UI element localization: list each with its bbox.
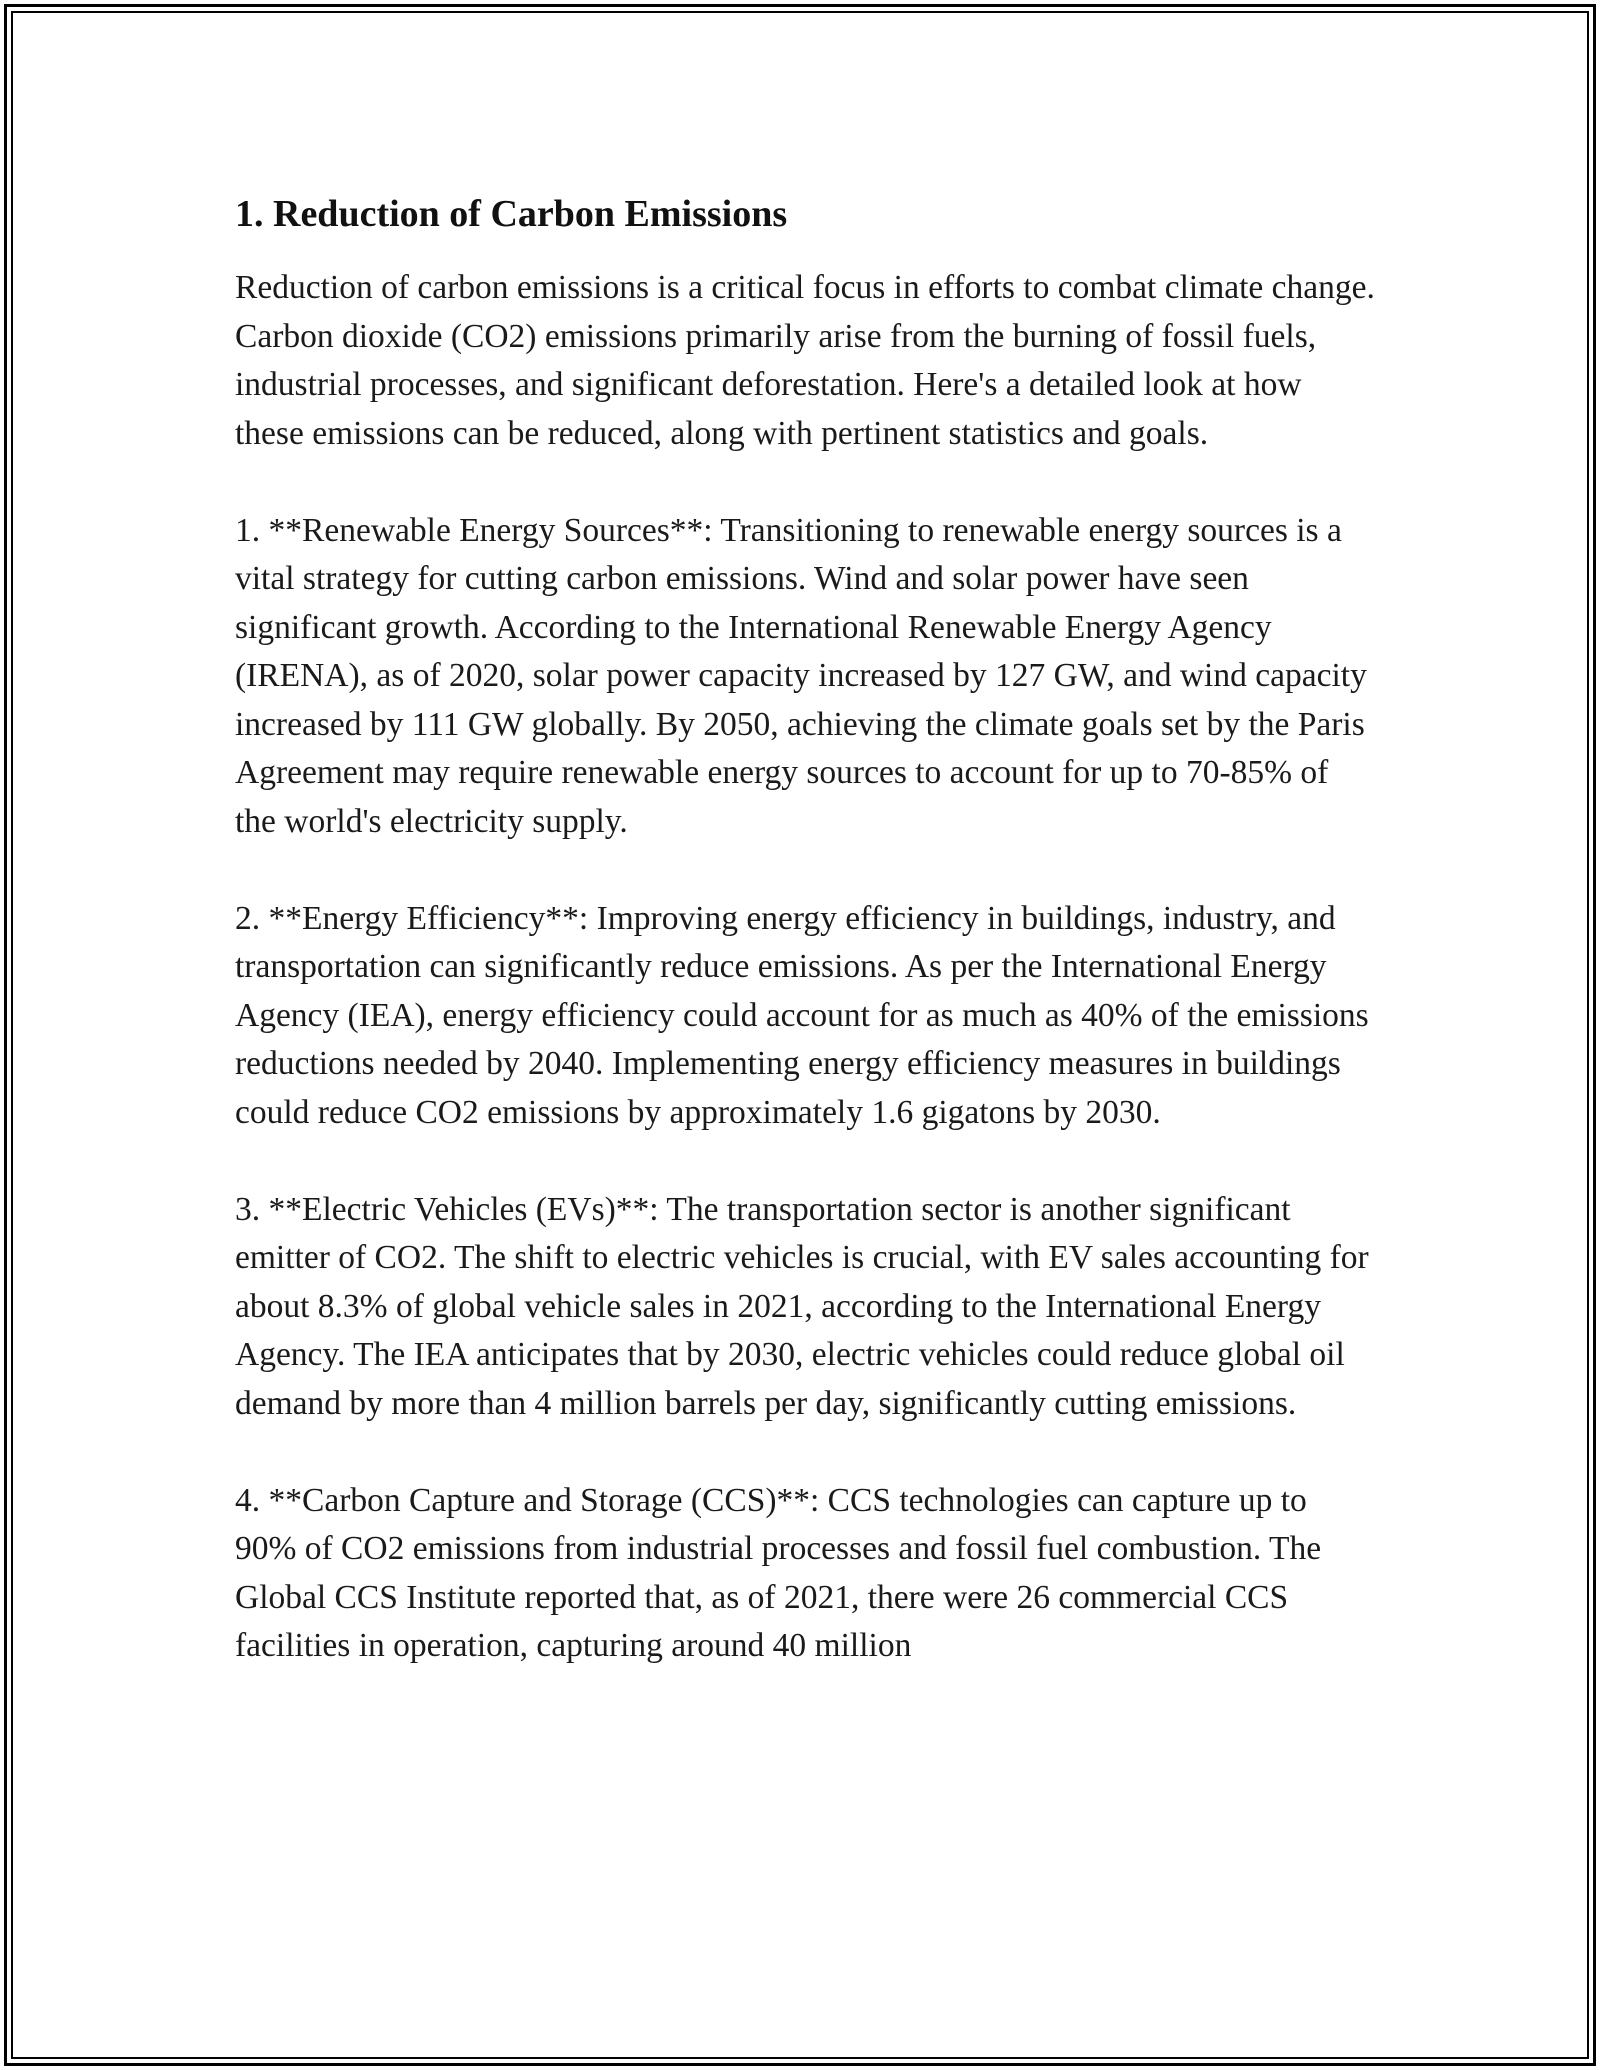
intro-paragraph: Reduction of carbon emissions is a critical focus in efforts to combat climate change. Carbon dioxide (CO2) emissions primarily arise from the burning of fossil fuels, industrial processes, and significant deforestation. Here's a detailed look at how these emissions can be reduced, along with pertinent statistics and goals.	[235, 269, 1375, 452]
carbon-capture-paragraph: 4. **Carbon Capture and Storage (CCS)**: CCS technologies can capture up to 90% of CO2 emissions from industrial processes and fossil fuel combustion. The Global CCS Institute reported that, as of 2021, there were 26 commercial CCS facilities in operation, capturing around 40 million	[235, 1481, 1322, 1664]
energy-efficiency-paragraph: 2. **Energy Efficiency**: Improving energy efficiency in buildings, industry, and transportation can significantly reduce emissions. As per the International Energy Agency (IEA), energy efficiency could account for as much as 40% of the emissions reductions needed by 2040. Implementing energy efficiency measures in buildings could reduce CO2 emissions by approximately 1.6 gigatons by 2030.	[235, 899, 1369, 1131]
renewable-energy-paragraph: 1. **Renewable Energy Sources**: Transitioning to renewable energy sources is a vital strategy for cutting carbon emissions. Wind and solar power have seen significant growth. According to the International Renewable Energy Agency (IRENA), as of 2020, solar power capacity increased by 127 GW, and wind capacity increased by 111 GW globally. By 2050, achieving the climate goals set by the Paris Agreement may require renewable energy sources to account for up to 70-85% of the world's electricity supply.	[235, 511, 1367, 840]
section-heading: 1. Reduction of Carbon Emissions	[235, 193, 788, 235]
document-body	[235, 188, 1375, 1719]
electric-vehicles-paragraph: 3. **Electric Vehicles (EVs)**: The transportation sector is another significant emitter of CO2. The shift to electric vehicles is crucial, with EV sales accounting for about 8.3% of global vehicle sales in 2021, according to the International Energy Agency. The IEA anticipates that by 2030, electric vehicles could reduce global oil demand by more than 4 million barrels per day, significantly cutting emissions.	[235, 1190, 1369, 1422]
